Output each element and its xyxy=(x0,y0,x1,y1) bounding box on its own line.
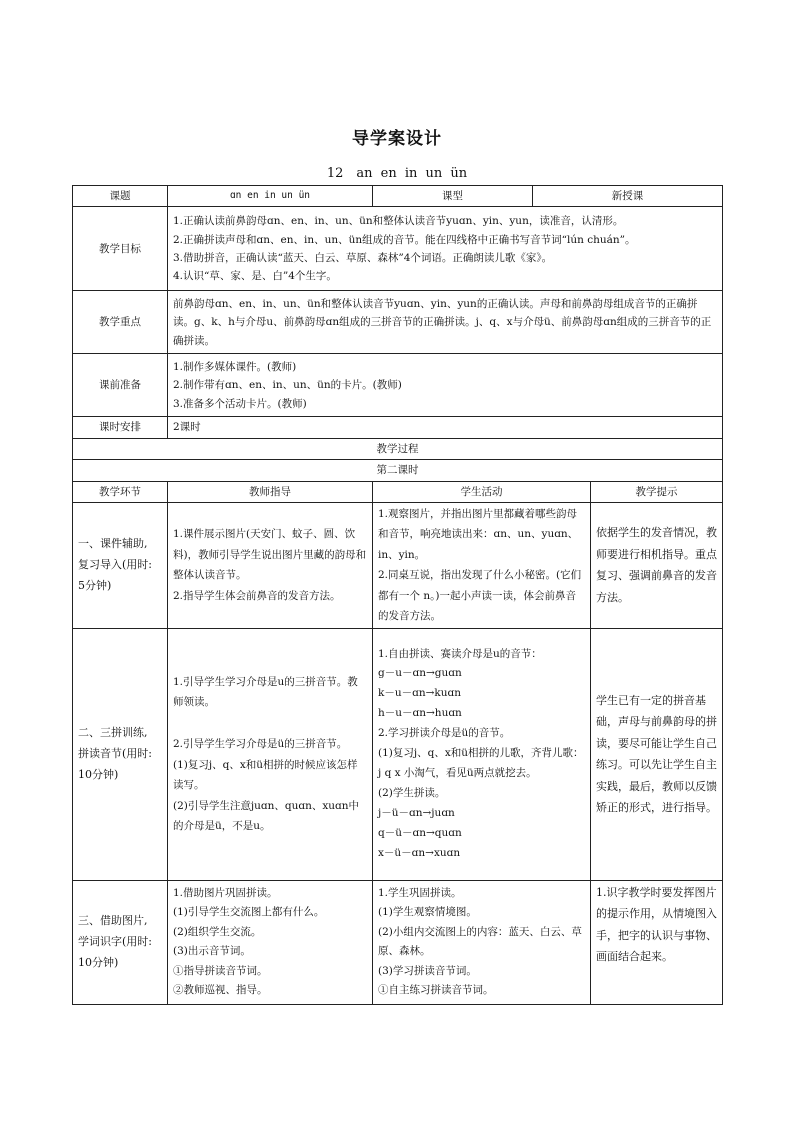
teacher-item: ②教师巡视、指导。 xyxy=(173,984,268,997)
hint-cell xyxy=(591,880,723,1004)
prep-item: 1.制作多媒体课件。(教师) xyxy=(173,360,297,373)
student-item: 1.学生巩固拼读。 xyxy=(378,886,462,899)
process-row-1 xyxy=(73,502,723,628)
spacer xyxy=(173,712,367,734)
goal-item: 1.正确认读前鼻韵母ɑn、en、in、un、ün和整体认读音节yuɑn、yin、yun，读准音，认清形。 xyxy=(173,215,624,228)
section-text: 5分钟) xyxy=(78,578,112,592)
student-item: (1)复习j、q、x和ü相拼的儿歌，齐背儿歌：j q x 小淘气，看见ü两点就挖去。 xyxy=(378,747,584,780)
student-item: g－u－ɑn→guɑn xyxy=(378,667,462,680)
header-student: 学生活动 xyxy=(373,481,591,502)
student-item: h－u－ɑn→huɑn xyxy=(378,707,462,720)
goal-item: 2.正确拼读声母和ɑn、en、in、un、ün组成的音节。能在四线格中正确书写音节词“lún chuán”。 xyxy=(173,233,636,246)
focus-content xyxy=(168,291,723,354)
teacher-item: (1)复习j、q、x和ü相拼的时候应该怎样读写。 xyxy=(173,758,358,792)
teacher-item: 2.引导学生学习介母是ü的三拼音节。 xyxy=(173,738,348,751)
section-text: 复习导入(用时: xyxy=(78,557,152,571)
process-row-3 xyxy=(73,880,723,1004)
teacher-item: 2.指导学生体会前鼻音的发音方法。 xyxy=(173,589,341,602)
focus-text: 前鼻韵母ɑn、en、in、un、ün和整体认读音节yuɑn、yin、yun的正确认读。声母和前鼻韵母组成音节的正确拼读。g、k、h与介母u、前鼻韵母ɑn组成的三拼音节的正确拼读。j、q、x与介母ü、前鼻韵母ɑn组成的三拼音节的正确拼读。 xyxy=(173,297,712,347)
teacher-item: (2)引导学生注意juɑn、quɑn、xuɑn中的介母是ü，不是u。 xyxy=(173,799,360,833)
teacher-item: 1.借助图片巩固拼读。 xyxy=(173,886,278,899)
section-text: 10分钟) xyxy=(78,767,119,781)
student-item: (1)学生观察情境图。 xyxy=(378,906,477,919)
schedule-label: 课时安排 xyxy=(73,417,168,438)
prep-item: 2.制作带有ɑn、en、in、un、ün的卡片。(教师) xyxy=(173,379,402,392)
student-item: 1.自由拼读、赛读介母是u的音节： xyxy=(378,647,542,660)
teacher-item: (1)引导学生交流图上都有什么。 xyxy=(173,906,325,919)
teacher-item: 1.课件展示图片(天安门、蚊子、圆、饮料)，教师引导学生说出图片里藏的韵母和整体认读音节。 xyxy=(173,528,367,582)
course-value: ɑn en in un ün xyxy=(168,186,373,207)
student-item: q－ü－ɑn→quɑn xyxy=(378,826,462,839)
student-cell xyxy=(373,502,591,628)
teacher-cell xyxy=(168,502,373,628)
student-item: (3)学习拼读音节词。 xyxy=(378,964,477,977)
section-cell xyxy=(73,880,168,1004)
student-item: 1.观察图片，并指出图片里都藏着哪些韵母和音节，响亮地读出来：ɑn、un、yuɑn、in、yin。 xyxy=(378,507,579,561)
prep-content xyxy=(168,354,723,417)
student-item: 2.学习拼读介母是ü的音节。 xyxy=(378,727,511,740)
teacher-cell xyxy=(168,880,373,1004)
section-text: 一、课件辅助, xyxy=(78,536,148,550)
teacher-item: ①指导拼读音节词。 xyxy=(173,964,268,977)
course-label: 课题 xyxy=(73,186,168,207)
type-label: 课型 xyxy=(373,186,533,207)
student-cell xyxy=(373,880,591,1004)
hint-text: 依据学生的发音情况，教师要进行相机指导。重点复习、强调前鼻音的发音方法。 xyxy=(596,526,717,604)
document-subtitle: 12 an en in un ün xyxy=(326,166,468,181)
student-item: x－ü－ɑn→xuɑn xyxy=(378,846,461,859)
section-cell xyxy=(73,628,168,880)
lesson-plan-table xyxy=(72,185,723,1005)
section-text: 拼读音节(用时: xyxy=(78,746,152,760)
teacher-cell xyxy=(168,628,373,880)
period-title: 第二课时 xyxy=(73,460,723,481)
student-item: (2)小组内交流图上的内容：蓝天、白云、草原、森林。 xyxy=(378,925,582,958)
teacher-item: (2)组织学生交流。 xyxy=(173,925,262,938)
section-text: 三、借助图片, xyxy=(78,913,148,927)
schedule-value: 2课时 xyxy=(168,417,723,438)
teacher-item: 1.引导学生学习介母是u的三拼音节。教师领读。 xyxy=(173,675,358,709)
prep-label: 课前准备 xyxy=(73,354,168,417)
hint-text: 学生已有一定的拼音基础，声母与前鼻韵母的拼读，要尽可能让学生自己练习。可以先让学生自主实践，最后，教师以反馈矫正的形式，进行指导。 xyxy=(596,693,717,815)
header-teacher: 教师指导 xyxy=(168,481,373,502)
student-item: j－ü－ɑn→juɑn xyxy=(378,807,455,820)
header-section: 教学环节 xyxy=(73,481,168,502)
student-item: 2.同桌互说，指出发现了什么小秘密。(它们都有一个 n。)一起小声读一读，体会前鼻音的发音方法。 xyxy=(378,569,582,623)
schedule-row xyxy=(73,417,723,438)
section-text: 学词识字(用时: xyxy=(78,934,152,948)
section-text: 10分钟) xyxy=(78,955,119,969)
prep-item: 3.准备多个活动卡片。(教师) xyxy=(173,397,307,410)
teacher-item: (3)出示音节词。 xyxy=(173,945,251,958)
goal-item: 4.认识“草、家、是、白”4个生字。 xyxy=(173,270,337,283)
goals-content xyxy=(168,207,723,291)
student-item: ①自主练习拼读音节词。 xyxy=(378,984,494,997)
focus-label: 教学重点 xyxy=(73,291,168,354)
focus-row xyxy=(73,291,723,354)
process-row-2 xyxy=(73,628,723,880)
hint-cell xyxy=(591,502,723,628)
course-row xyxy=(73,186,723,207)
type-value: 新授课 xyxy=(533,186,723,207)
header-hint: 教学提示 xyxy=(591,481,723,502)
student-item: k－u－ɑn→kuɑn xyxy=(378,687,462,700)
goals-row xyxy=(73,207,723,291)
period-row xyxy=(73,460,723,481)
student-item: (2)学生拼读。 xyxy=(378,787,446,800)
process-title-row xyxy=(73,438,723,459)
goals-label: 教学目标 xyxy=(73,207,168,291)
process-header-row xyxy=(73,481,723,502)
section-text: 二、三拼训练, xyxy=(78,725,148,739)
hint-cell xyxy=(591,628,723,880)
process-title: 教学过程 xyxy=(73,438,723,459)
hint-text: 1.识字教学时要发挥图片的提示作用，从情境图入手，把字的认识与事物、画面结合起来。 xyxy=(596,885,717,963)
goal-item: 3.借助拼音，正确认读“蓝天、白云、草原、森林”4个词语。正确朗读儿歌《家》。 xyxy=(173,251,553,264)
student-cell xyxy=(373,628,591,880)
section-cell xyxy=(73,502,168,628)
document-title: 导学案设计 xyxy=(352,129,442,149)
prep-row xyxy=(73,354,723,417)
